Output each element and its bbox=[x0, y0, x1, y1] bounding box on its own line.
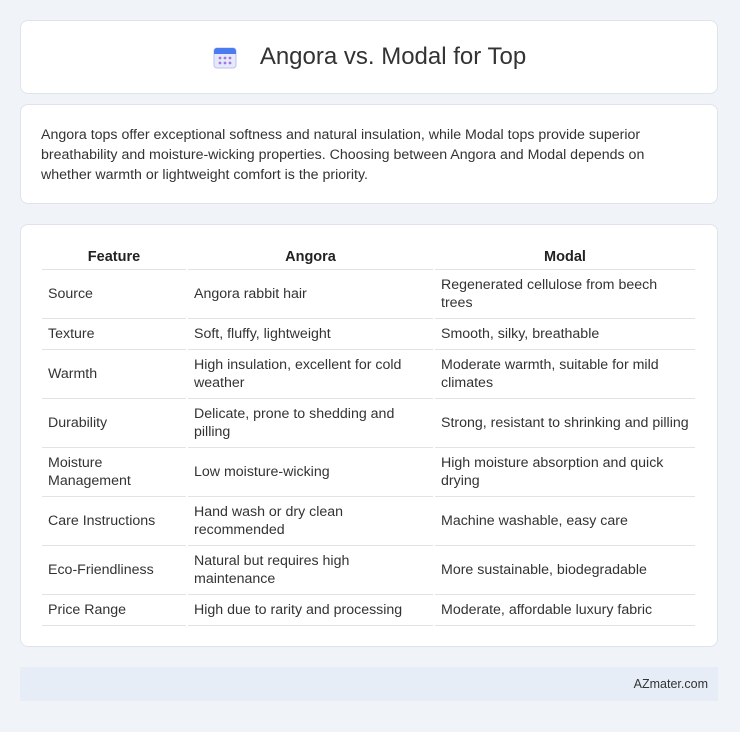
comparison-card bbox=[20, 224, 718, 647]
table-row bbox=[42, 448, 695, 497]
table-header-row bbox=[42, 245, 695, 270]
intro-card bbox=[20, 104, 718, 204]
table-row bbox=[42, 399, 695, 448]
angora-cell: Natural but requires high maintenance bbox=[188, 546, 433, 595]
table-row bbox=[42, 546, 695, 595]
modal-cell: Regenerated cellulose from beech trees bbox=[435, 270, 695, 319]
angora-cell: High due to rarity and processing bbox=[188, 595, 433, 626]
footer-bar bbox=[20, 667, 718, 701]
feature-cell: Source bbox=[42, 270, 186, 319]
calendar-icon bbox=[212, 44, 238, 70]
angora-cell: Low moisture-wicking bbox=[188, 448, 433, 497]
feature-cell: Durability bbox=[42, 399, 186, 448]
angora-cell: Angora rabbit hair bbox=[188, 270, 433, 319]
column-header-angora: Angora bbox=[188, 245, 433, 270]
feature-cell: Moisture Management bbox=[42, 448, 186, 497]
modal-cell: Machine washable, easy care bbox=[435, 497, 695, 546]
table-row bbox=[42, 270, 695, 319]
modal-cell: Smooth, silky, breathable bbox=[435, 319, 695, 350]
footer-brand: AZmater.com bbox=[633, 677, 708, 691]
modal-cell: High moisture absorption and quick drying bbox=[435, 448, 695, 497]
angora-cell: Hand wash or dry clean recommended bbox=[188, 497, 433, 546]
feature-cell: Eco-Friendliness bbox=[42, 546, 186, 595]
feature-cell: Care Instructions bbox=[42, 497, 186, 546]
table-row bbox=[42, 497, 695, 546]
column-header-modal: Modal bbox=[435, 245, 695, 270]
page-title: Angora vs. Modal for Top bbox=[259, 43, 527, 70]
modal-cell: Strong, resistant to shrinking and pilling bbox=[435, 399, 695, 448]
angora-cell: High insulation, excellent for cold weather bbox=[188, 350, 433, 399]
table-row bbox=[42, 595, 695, 626]
feature-cell: Texture bbox=[42, 319, 186, 350]
intro-text: Angora tops offer exceptional softness and natural insulation, while Modal tops provide superior breathability and moisture-wicking properties. Choosing between Angora and Modal depends on whether warmth or lightweight comfort is the priority. bbox=[41, 127, 645, 183]
modal-cell: Moderate warmth, suitable for mild climates bbox=[435, 350, 695, 399]
table-row bbox=[42, 350, 695, 399]
table-row bbox=[42, 319, 695, 350]
angora-cell: Soft, fluffy, lightweight bbox=[188, 319, 433, 350]
feature-cell: Warmth bbox=[42, 350, 186, 399]
header-card bbox=[20, 20, 718, 94]
comparison-table bbox=[40, 245, 697, 626]
modal-cell: More sustainable, biodegradable bbox=[435, 546, 695, 595]
column-header-feature: Feature bbox=[42, 245, 186, 270]
feature-cell: Price Range bbox=[42, 595, 186, 626]
angora-cell: Delicate, prone to shedding and pilling bbox=[188, 399, 433, 448]
modal-cell: Moderate, affordable luxury fabric bbox=[435, 595, 695, 626]
